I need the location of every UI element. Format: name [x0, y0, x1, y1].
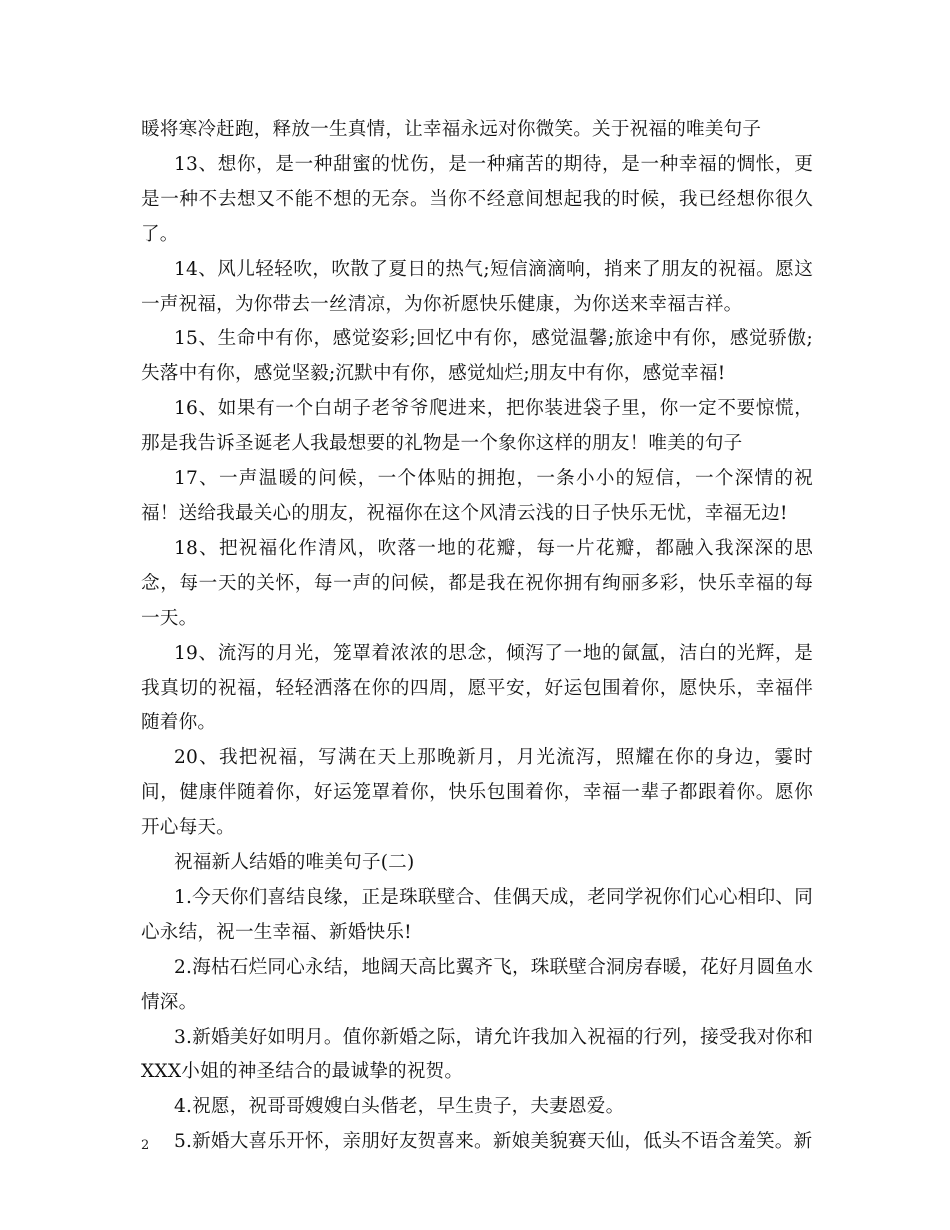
paragraph: 19、流泻的月光，笼罩着浓浓的思念，倾泻了一地的氤氲，洁白的光辉，是我真切的祝福，轻轻洒落在你的四周，愿平安，好运包围着你，愿快乐，幸福伴随着你。 — [141, 642, 813, 734]
paragraph: 13、想你，是一种甜蜜的忧伤，是一种痛苦的期待，是一种幸福的惆怅，更是一种不去想又不能不想的无奈。当你不经意间想起我的时候，我已经想你很久了。 — [141, 153, 813, 245]
paragraph: 16、如果有一个白胡子老爷爷爬进来，把你装进袋子里，你一定不要惊慌，那是我告诉圣诞老人我最想要的礼物是一个象你这样的朋友！唯美的句子 — [141, 398, 813, 455]
document-body — [141, 113, 813, 1160]
paragraph: 20、我把祝福，写满在天上那晚新月，月光流泻，照耀在你的身边，霎时间，健康伴随着你，好运笼罩着你，快乐包围着你，幸福一辈子都跟着你。愿你开心每天。 — [141, 747, 813, 839]
paragraph: 暖将寒冷赶跑，释放一生真情，让幸福永远对你微笑。关于祝福的唯美句子 — [141, 119, 762, 140]
paragraph: 14、风儿轻轻吹，吹散了夏日的热气;短信滴滴响，捎来了朋友的祝福。愿这一声祝福，为你带去一丝清凉，为你祈愿快乐健康，为你送来幸福吉祥。 — [141, 258, 813, 315]
paragraph: 18、把祝福化作清风，吹落一地的花瓣，每一片花瓣，都融入我深深的思念，每一天的关怀，每一声的问候，都是我在祝你拥有绚丽多彩，快乐幸福的每一天。 — [141, 537, 813, 629]
paragraph: 4.祝愿，祝哥哥嫂嫂白头偕老，早生贵子，夫妻恩爱。 — [174, 1096, 625, 1118]
paragraph: 5.新婚大喜乐开怀，亲朋好友贺喜来。新娘美貌赛天仙，低头不语含羞笑。新 — [174, 1131, 813, 1153]
paragraph: 1.今天你们喜结良缘，正是珠联壁合、佳偶天成，老同学祝你们心心相印、同心永结，祝一生幸福、新婚快乐! — [141, 886, 813, 943]
section-heading: 祝福新人结婚的唯美句子(二) — [174, 852, 415, 874]
paragraph: 17、一声温暖的问候，一个体贴的拥抱，一条小小的短信，一个深情的祝福！送给我最关心的朋友，祝福你在这个风清云浅的日子快乐无忧，幸福无边! — [141, 468, 813, 524]
paragraph: 15、生命中有你，感觉姿彩;回忆中有你，感觉温馨;旅途中有你，感觉骄傲;失落中有你，感觉坚毅;沉默中有你，感觉灿烂;朋友中有你，感觉幸福! — [141, 328, 813, 385]
page-number: 2 — [141, 1138, 150, 1153]
paragraph: 3.新婚美好如明月。值你新婚之际，请允许我加入祝福的行列，接受我对你和XXX小姐的神圣结合的最诚挚的祝贺。 — [141, 1026, 813, 1083]
paragraph: 2.海枯石烂同心永结，地阔天高比翼齐飞，珠联壁合洞房春暖，花好月圆鱼水情深。 — [141, 956, 813, 1013]
